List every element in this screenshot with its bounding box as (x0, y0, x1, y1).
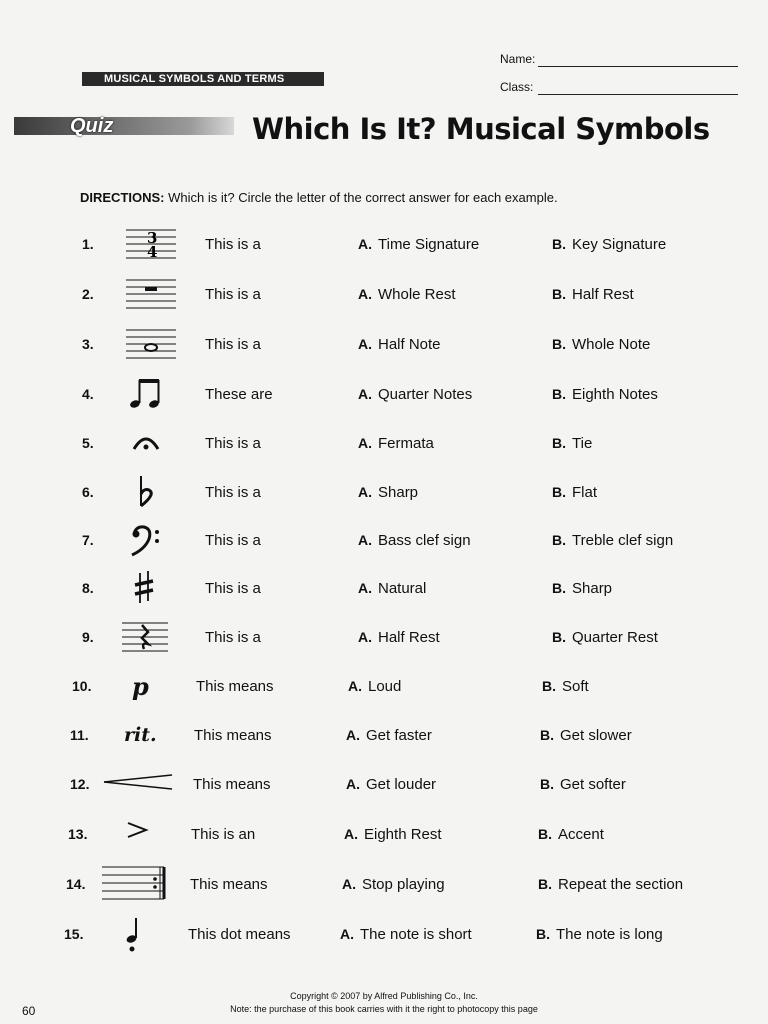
question-row (0, 580, 768, 620)
fermata-icon (116, 425, 186, 461)
svg-text:4: 4 (147, 243, 158, 261)
copyright-line: Copyright © 2007 by Alfred Publishing Co., Inc. (290, 991, 478, 1001)
answer-a[interactable]: A. Sharp (358, 484, 419, 501)
answer-a[interactable]: A. Natural (358, 580, 427, 597)
flat-icon (116, 474, 186, 510)
answer-b[interactable]: B. The note is long (536, 926, 663, 943)
piano-dynamic-icon: p (132, 672, 149, 701)
bass-clef-icon (116, 522, 186, 558)
answer-b[interactable]: B. Whole Note (552, 336, 651, 353)
staccato-note-icon (122, 916, 146, 954)
answer-b[interactable]: B. Flat (552, 484, 598, 501)
question-number: 3. (82, 336, 94, 352)
answer-a[interactable]: A. Half Note (358, 336, 441, 353)
directions-label: DIRECTIONS: (80, 190, 165, 205)
question-number: 14. (66, 876, 86, 892)
question-row (0, 484, 768, 524)
whole-note-icon (116, 326, 186, 362)
photocopy-note: Note: the purchase of this book carries with it the right to photocopy this page (230, 1004, 538, 1014)
answer-b[interactable]: B. Treble clef sign (552, 532, 674, 549)
quiz-label: Quiz (70, 115, 114, 137)
answer-a[interactable]: A. Stop playing (342, 876, 445, 893)
question-prompt: This is a (205, 484, 261, 501)
question-prompt: This is a (205, 435, 261, 452)
directions (80, 190, 558, 205)
answer-b[interactable]: B. Key Signature (552, 236, 667, 253)
quarter-rest-icon (116, 619, 186, 655)
question-row (0, 386, 768, 426)
answer-a[interactable]: A. Loud (348, 678, 402, 695)
question-row (0, 229, 768, 276)
question-row (0, 286, 768, 326)
answer-a[interactable]: A. Half Rest (358, 629, 440, 646)
answer-a[interactable]: A. The note is short (340, 926, 472, 943)
answer-b[interactable]: B. Eighth Notes (552, 386, 658, 403)
whole-rest-icon (116, 276, 186, 312)
answer-a[interactable]: A. Whole Rest (358, 286, 456, 303)
class-field[interactable] (538, 94, 738, 95)
question-prompt: This is an (191, 826, 256, 843)
question-number: 7. (82, 532, 94, 548)
section-banner: MUSICAL SYMBOLS AND TERMS (82, 72, 324, 86)
question-row (0, 724, 768, 767)
question-prompt: These are (205, 386, 273, 403)
question-prompt: This means (190, 876, 268, 893)
question-prompt: This dot means (188, 926, 291, 943)
question-number: 13. (68, 826, 88, 842)
question-number: 2. (82, 286, 94, 302)
answer-a[interactable]: A. Get louder (346, 776, 437, 793)
question-number: 8. (82, 580, 94, 596)
answer-b[interactable]: B. Tie (552, 435, 593, 452)
question-prompt: This means (193, 776, 271, 793)
question-prompt: This is a (205, 532, 261, 549)
name-label: Name: (500, 52, 536, 66)
question-number: 10. (72, 678, 92, 694)
question-prompt: This is a (205, 236, 261, 253)
answer-a[interactable]: A. Get faster (346, 727, 432, 744)
answer-b[interactable]: B. Accent (538, 826, 604, 843)
sharp-icon (116, 570, 186, 606)
question-row (0, 776, 768, 816)
class-label: Class: (500, 80, 534, 94)
decrescendo-icon (102, 772, 174, 792)
question-number: 4. (82, 386, 94, 402)
question-row (0, 629, 768, 669)
directions-text: Which is it? Circle the letter of the correct answer for each example. (168, 190, 558, 205)
answer-b[interactable]: B. Sharp (552, 580, 613, 597)
question-row (0, 926, 768, 966)
answer-a[interactable]: A. Fermata (358, 435, 434, 452)
answer-b[interactable]: B. Get softer (540, 776, 626, 793)
question-prompt: This is a (205, 336, 261, 353)
answer-b[interactable]: B. Soft (542, 678, 589, 695)
question-number: 6. (82, 484, 94, 500)
answer-a[interactable]: A. Time Signature (358, 236, 480, 253)
question-number: 1. (82, 236, 94, 252)
question-number: 5. (82, 435, 94, 451)
question-row (0, 532, 768, 572)
question-prompt: This is a (205, 286, 261, 303)
question-prompt: This means (196, 678, 274, 695)
answer-b[interactable]: B. Quarter Rest (552, 629, 658, 646)
question-number: 12. (70, 776, 90, 792)
question-row (0, 435, 768, 475)
question-prompt: This means (194, 727, 272, 744)
answer-a[interactable]: A. Bass clef sign (358, 532, 471, 549)
accent-icon (126, 820, 150, 840)
question-row (0, 876, 768, 916)
page-title: Which Is It? Musical Symbols (252, 112, 710, 146)
svg-text:3: 3 (147, 229, 158, 247)
question-number: 9. (82, 629, 94, 645)
page-number: 60 (22, 1004, 36, 1018)
question-row (0, 336, 768, 376)
question-number: 11. (70, 727, 89, 743)
question-row (0, 826, 768, 866)
eighth-notes-icon (116, 376, 186, 412)
answer-a[interactable]: A. Quarter Notes (358, 386, 473, 403)
answer-b[interactable]: B. Get slower (540, 727, 632, 744)
question-prompt: This is a (205, 580, 261, 597)
answer-b[interactable]: B. Half Rest (552, 286, 634, 303)
repeat-sign-icon (100, 864, 170, 902)
question-prompt: This is a (205, 629, 261, 646)
answer-a[interactable]: A. Eighth Rest (344, 826, 442, 843)
question-row (0, 672, 768, 718)
question-number: 15. (64, 926, 84, 942)
rit-text-icon: rit. (124, 724, 157, 746)
time-signature-3-4-icon (116, 226, 186, 262)
name-field[interactable] (538, 66, 738, 67)
answer-b[interactable]: B. Repeat the section (538, 876, 684, 893)
